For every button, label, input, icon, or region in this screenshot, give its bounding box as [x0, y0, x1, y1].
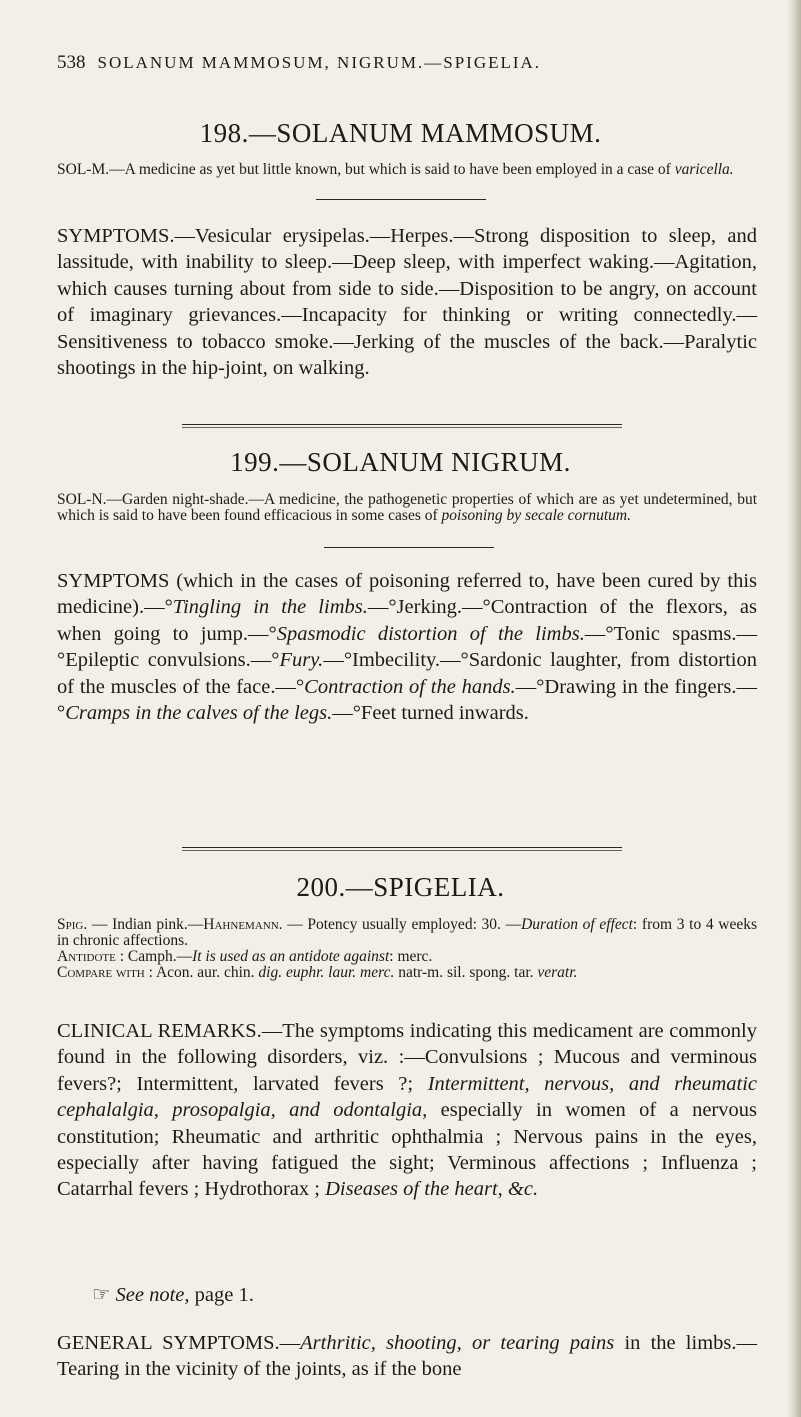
meta-antidote: : Camph.—	[115, 948, 193, 965]
meta-compare-italic-end: veratr.	[537, 964, 578, 981]
section-199-intro-italic: poisoning by secale cornutum.	[441, 507, 631, 524]
general-heading: GENERAL SYMPTOMS.—	[57, 1332, 301, 1354]
meta-line-names	[57, 917, 757, 949]
meta-names: — Indian pink.—	[87, 916, 204, 933]
meta-compare: : Acon. aur. chin.	[144, 964, 259, 981]
meta-line-compare	[57, 965, 757, 981]
meta-compare-label: Compare with	[57, 964, 145, 981]
short-rule	[324, 547, 494, 548]
symptom-text: —°Tonic spasms.—°Epileptic convulsions.—°	[57, 622, 758, 672]
symptom-italic: Tingling in the limbs.	[172, 596, 368, 619]
general-text: in the limbs.—Tearing in the vicinity of the joints, as if the bone	[57, 1332, 757, 1381]
section-199-symptoms	[57, 568, 757, 726]
symptom-text: —°Imbecility.—°Sardonic laughter, from distortion of the muscles of the face.—°	[57, 649, 758, 698]
section-200-title: 200.—SPIGELIA.	[296, 872, 505, 902]
see-note-page: page 1.	[189, 1284, 254, 1306]
pointing-hand-icon: ☞	[92, 1284, 111, 1306]
section-200-meta	[57, 917, 757, 981]
meta-antidote-italic: It is used as an antidote against	[192, 948, 390, 965]
clinical-italic: Intermittent, nervous, and rheumatic cephalalgia, prosopalgia, and odontalgia,	[57, 1072, 757, 1122]
symptom-text: —°Jerking.—°Contraction of the flexors, as when going to jump.—°	[57, 596, 757, 645]
symptom-text: SYMPTOMS (which in the cases of poisoning referred to, have been cured by this medicine).—°	[57, 570, 757, 619]
general-symptoms	[57, 1330, 757, 1383]
see-note	[92, 1282, 692, 1308]
see-note-text: See note,	[115, 1284, 190, 1306]
meta-authority: Hahnemann.	[203, 916, 283, 933]
symptom-text: —°Feet turned inwards.	[332, 702, 529, 725]
page-number: 538	[57, 52, 86, 73]
section-199-title: 199.—SOLANUM NIGRUM.	[230, 447, 571, 477]
running-header	[57, 52, 757, 74]
meta-antidote-end: : merc.	[389, 948, 433, 965]
meta-line-antidote	[57, 949, 757, 965]
clinical-remarks	[57, 1018, 757, 1203]
section-divider	[182, 847, 622, 848]
symptom-text: —°Drawing in the fingers.—°	[57, 675, 758, 725]
symptom-italic: Spasmodic distortion of the limbs.	[276, 622, 585, 645]
meta-potency: — Potency usually employed: 30. —	[282, 916, 522, 933]
short-rule	[316, 199, 486, 200]
meta-duration: : from 3 to 4 weeks in chronic affections.	[57, 916, 758, 949]
page-edge-shadow	[787, 0, 801, 1417]
meta-antidote-label: Antidote	[57, 948, 116, 965]
section-199-intro	[57, 492, 757, 524]
symptom-italic: Cramps in the calves of the legs.	[65, 702, 333, 725]
clinical-italic: Diseases of the heart, &c.	[325, 1178, 539, 1201]
clinical-text: especially in women of a nervous constitution; Rheumatic and arthritic ophthalmia ; Nervous pains in the eyes, especially after having fatigued the sight; Verminous affections ; Influenza ; Catarrhal fevers ; Hydrothorax ;	[57, 1099, 757, 1201]
section-198-intro	[57, 162, 757, 178]
general-italic: Arthritic, shooting, or tearing pains	[300, 1332, 615, 1354]
meta-duration-label: Duration of effect	[521, 916, 633, 933]
section-198-title: 198.—SOLANUM MAMMOSUM.	[199, 118, 602, 148]
section-198-symptoms: SYMPTOMS.—Vesicular erysipelas.—Herpes.—Strong disposition to sleep, and lassitude, with inability to sleep.—Deep sleep, with imperfect waking.—Agitation, which causes turning about from side to side.—Disposition to be angry, on account of imaginary grievances.—Incapacity for thinking or writing connectedly.—Sensitiveness to tobacco smoke.—Jerking of the muscles of the back.—Paralytic shootings in the hip-joint, on walking.	[57, 225, 757, 380]
section-divider	[182, 424, 622, 425]
section-199-intro-text: SOL-N.—Garden night-shade.—A medicine, the pathogenetic properties of which are as yet undetermined, but which is said to have been found efficacious in some cases of	[57, 491, 757, 524]
meta-compare-italic: dig. euphr. laur. merc.	[258, 964, 395, 981]
meta-compare-mid: natr-m. sil. spong. tar.	[394, 964, 538, 981]
section-198-intro-text: SOL-M.—A medicine as yet but little known, but which is said to have been employed in a case of	[57, 161, 675, 178]
symptom-italic: Fury.	[279, 649, 324, 672]
section-198-intro-italic: varicella.	[674, 161, 734, 178]
clinical-text: CLINICAL REMARKS.—The symptoms indicating this medicament are commonly found in the following disorders, viz. :—Convulsions ; Mucous and verminous fevers?; Intermittent, larvated fevers ?;	[57, 1020, 757, 1095]
symptom-italic: Contraction of the hands.	[304, 675, 516, 698]
meta-abbr: Spig.	[57, 916, 88, 933]
running-title: SOLANUM MAMMOSUM, NIGRUM.—SPIGELIA.	[97, 53, 542, 72]
